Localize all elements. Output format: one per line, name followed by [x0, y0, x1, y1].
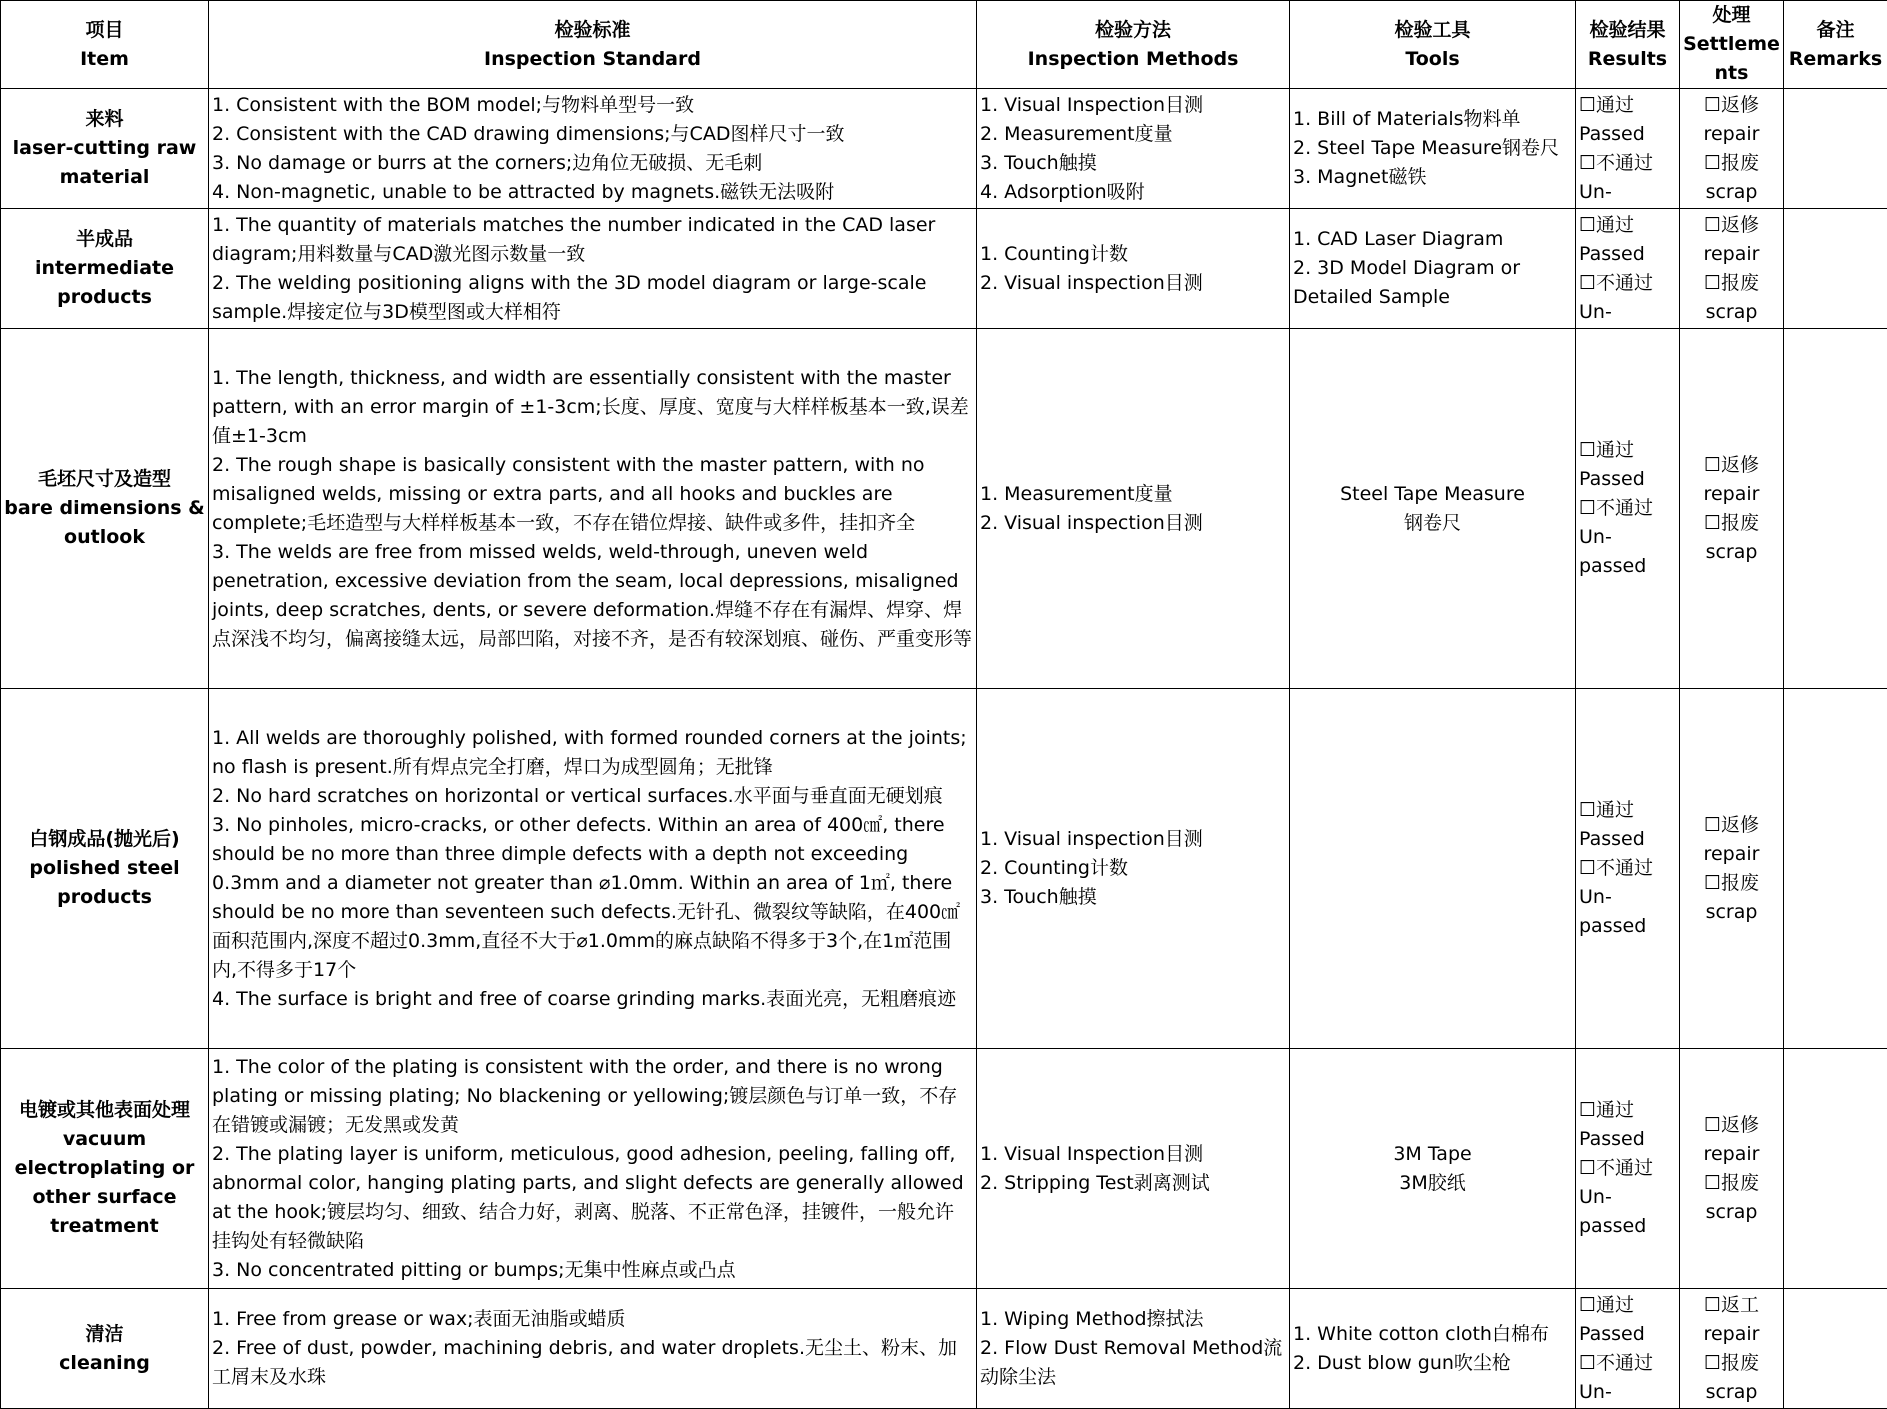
- results-cell-line: ☐不通过: [1579, 854, 1676, 883]
- tools-cell: [1290, 329, 1576, 689]
- settlements-cell[interactable]: [1680, 329, 1784, 689]
- settlements-cell-line: repair: [1683, 240, 1780, 269]
- results-cell-line: passed: [1579, 1212, 1676, 1241]
- item-cell: [1, 329, 209, 689]
- tools-cell: [1290, 209, 1576, 329]
- standard-cell-line: 2. The plating layer is uniform, meticulous, good adhesion, peeling, falling off, abnormal color, hanging plating parts, and slight defects are generally allowed at the hook;镀层均匀、细致、结合力好，剥离、脱落、不正常色泽，挂镀件，一般允许挂钩处有轻微缺陷: [212, 1140, 973, 1256]
- item-cell: [1, 209, 209, 329]
- header-settlements: 处理 Settleme nts: [1680, 1, 1784, 89]
- standard-cell-line: 3. No concentrated pitting or bumps;无集中性麻点或凸点: [212, 1256, 973, 1285]
- results-cell[interactable]: [1576, 1289, 1680, 1409]
- results-cell-line: ☐不通过: [1579, 149, 1676, 178]
- remarks-cell[interactable]: [1784, 209, 1887, 329]
- table-row: [1, 1049, 1887, 1289]
- tools-cell-line: 2. Steel Tape Measure钢卷尺: [1293, 134, 1572, 163]
- methods-cell-line: 1. Visual inspection目测: [980, 825, 1286, 854]
- remarks-cell[interactable]: [1784, 89, 1887, 209]
- tools-cell-line: 钢卷尺: [1293, 509, 1572, 538]
- item-cell: [1, 1289, 209, 1409]
- results-cell-line: ☐通过: [1579, 1291, 1676, 1320]
- methods-cell-line: 2. Visual inspection目测: [980, 509, 1286, 538]
- tools-cell: [1290, 689, 1576, 1049]
- item-cell: [1, 689, 209, 1049]
- methods-cell-line: 2. Measurement度量: [980, 120, 1286, 149]
- results-cell-line: Un-: [1579, 1183, 1676, 1212]
- header-remarks: 备注 Remarks: [1784, 1, 1887, 89]
- settlements-cell-line: scrap: [1683, 178, 1780, 207]
- results-cell-line: ☐通过: [1579, 91, 1676, 120]
- standard-cell-line: 1. The quantity of materials matches the number indicated in the CAD laser diagram;用料数量与CAD激光图示数量一致: [212, 211, 973, 269]
- standard-cell-line: 2. Consistent with the CAD drawing dimensions;与CAD图样尺寸一致: [212, 120, 973, 149]
- settlements-cell-line: ☐报废: [1683, 1349, 1780, 1378]
- methods-cell: [977, 89, 1290, 209]
- standard-cell: [209, 209, 977, 329]
- standard-cell-line: 1. All welds are thoroughly polished, with formed rounded corners at the joints; no flash is present.所有焊点完全打磨，焊口为成型圆角；无批锋: [212, 724, 973, 782]
- methods-cell-line: 1. Wiping Method擦拭法: [980, 1305, 1286, 1334]
- settlements-cell-line: scrap: [1683, 1198, 1780, 1227]
- header-row: [1, 1, 1887, 89]
- methods-cell-line: 3. Touch触摸: [980, 149, 1286, 178]
- settlements-cell[interactable]: [1680, 689, 1784, 1049]
- settlements-cell-line: repair: [1683, 120, 1780, 149]
- settlements-cell-line: scrap: [1683, 538, 1780, 567]
- item-cell-line: products: [4, 883, 205, 912]
- item-cell-line: 电镀或其他表面处理: [4, 1096, 205, 1125]
- settlements-cell-line: ☐报废: [1683, 1169, 1780, 1198]
- results-cell[interactable]: [1576, 89, 1680, 209]
- methods-cell: [977, 209, 1290, 329]
- standard-cell: [209, 689, 977, 1049]
- item-cell-line: outlook: [4, 523, 205, 552]
- methods-cell: [977, 1049, 1290, 1289]
- methods-cell-line: 1. Measurement度量: [980, 480, 1286, 509]
- tools-cell-line: 1. CAD Laser Diagram: [1293, 225, 1572, 254]
- results-cell-line: Passed: [1579, 240, 1676, 269]
- item-cell-line: cleaning: [4, 1349, 205, 1378]
- standard-cell-line: 4. Non-magnetic, unable to be attracted by magnets.磁铁无法吸附: [212, 178, 973, 207]
- settlements-cell-line: repair: [1683, 840, 1780, 869]
- item-cell-line: 毛坯尺寸及造型: [4, 465, 205, 494]
- methods-cell-line: 1. Counting计数: [980, 240, 1286, 269]
- table-row: [1, 89, 1887, 209]
- table-row: [1, 689, 1887, 1049]
- results-cell-line: Passed: [1579, 120, 1676, 149]
- results-cell-line: Passed: [1579, 1125, 1676, 1154]
- item-cell-line: polished steel: [4, 854, 205, 883]
- tools-cell-line: 2. Dust blow gun吹尘枪: [1293, 1349, 1572, 1378]
- item-cell-line: material: [4, 163, 205, 192]
- settlements-cell-line: scrap: [1683, 898, 1780, 927]
- table-row: [1, 329, 1887, 689]
- header-methods: 检验方法 Inspection Methods: [977, 1, 1290, 89]
- results-cell-line: Un-: [1579, 178, 1676, 207]
- results-cell-line: Un-: [1579, 1378, 1676, 1407]
- item-cell-line: laser-cutting raw: [4, 134, 205, 163]
- results-cell-line: ☐通过: [1579, 1096, 1676, 1125]
- results-cell-line: ☐通过: [1579, 211, 1676, 240]
- header-results: 检验结果 Results: [1576, 1, 1680, 89]
- standard-cell-line: 2. The rough shape is basically consistent with the master pattern, with no misaligned welds, missing or extra parts, and all hooks and buckles are complete;毛坯造型与大样样板基本一致，不存在错位焊接、缺件或多件，挂扣齐全: [212, 451, 973, 538]
- settlements-cell[interactable]: [1680, 1049, 1784, 1289]
- settlements-cell-line: ☐返修: [1683, 211, 1780, 240]
- settlements-cell-line: ☐报废: [1683, 149, 1780, 178]
- standard-cell-line: 2. The welding positioning aligns with the 3D model diagram or large-scale sample.焊接定位与3D模型图或大样相符: [212, 269, 973, 327]
- settlements-cell[interactable]: [1680, 89, 1784, 209]
- item-cell-line: bare dimensions &: [4, 494, 205, 523]
- standard-cell-line: 3. The welds are free from missed welds, weld-through, uneven weld penetration, excessive deviation from the seam, local depressions, misaligned joints, deep scratches, dents, or severe deformation.焊缝不存在有漏焊、焊穿、焊点深浅不均匀，偏离接缝太远，局部凹陷，对接不齐，是否有较深划痕、碰伤、严重变形等: [212, 538, 973, 654]
- results-cell-line: Passed: [1579, 465, 1676, 494]
- results-cell-line: Un-: [1579, 298, 1676, 327]
- settlements-cell-line: scrap: [1683, 298, 1780, 327]
- table-row: [1, 1289, 1887, 1409]
- table-row: [1, 209, 1887, 329]
- settlements-cell-line: ☐返修: [1683, 1111, 1780, 1140]
- tools-cell: [1290, 89, 1576, 209]
- standard-cell-line: 1. Free from grease or wax;表面无油脂或蜡质: [212, 1305, 973, 1334]
- methods-cell-line: 1. Visual Inspection目测: [980, 1140, 1286, 1169]
- results-cell-line: ☐不通过: [1579, 1349, 1676, 1378]
- settlements-cell[interactable]: [1680, 209, 1784, 329]
- tools-cell-line: 1. Bill of Materials物料单: [1293, 105, 1572, 134]
- remarks-cell[interactable]: [1784, 329, 1887, 689]
- results-cell-line: passed: [1579, 552, 1676, 581]
- header-item: 项目 Item: [1, 1, 209, 89]
- settlements-cell-line: ☐报废: [1683, 509, 1780, 538]
- tools-cell: [1290, 1289, 1576, 1409]
- remarks-cell[interactable]: [1784, 1049, 1887, 1289]
- methods-cell-line: 3. Touch触摸: [980, 883, 1286, 912]
- item-cell-line: intermediate: [4, 254, 205, 283]
- standard-cell: [209, 1049, 977, 1289]
- results-cell-line: ☐不通过: [1579, 1154, 1676, 1183]
- item-cell: [1, 89, 209, 209]
- standard-cell-line: 3. No damage or burrs at the corners;边角位无破损、无毛刺: [212, 149, 973, 178]
- results-cell-line: Un-: [1579, 523, 1676, 552]
- standard-cell-line: 1. Consistent with the BOM model;与物料单型号一致: [212, 91, 973, 120]
- standard-cell-line: 2. No hard scratches on horizontal or vertical surfaces.水平面与垂直面无硬划痕: [212, 782, 973, 811]
- item-cell-line: 白钢成品(抛光后): [4, 825, 205, 854]
- settlements-cell-line: ☐返修: [1683, 91, 1780, 120]
- results-cell-line: ☐通过: [1579, 436, 1676, 465]
- results-cell[interactable]: [1576, 209, 1680, 329]
- methods-cell-line: 2. Stripping Test剥离测试: [980, 1169, 1286, 1198]
- methods-cell: [977, 1289, 1290, 1409]
- settlements-cell-line: ☐返工: [1683, 1291, 1780, 1320]
- settlements-cell-line: ☐返修: [1683, 811, 1780, 840]
- standard-cell-line: 1. The color of the plating is consistent with the order, and there is no wrong plating or missing plating; No blackening or yellowing;镀层颜色与订单一致，不存在错镀或漏镀；无发黑或发黄: [212, 1053, 973, 1140]
- tools-cell-line: 3M胶纸: [1293, 1169, 1572, 1198]
- tools-cell-line: 2. 3D Model Diagram or Detailed Sample: [1293, 254, 1572, 312]
- results-cell-line: Passed: [1579, 1320, 1676, 1349]
- settlements-cell-line: ☐报废: [1683, 869, 1780, 898]
- settlements-cell-line: ☐报废: [1683, 269, 1780, 298]
- results-cell-line: ☐不通过: [1579, 269, 1676, 298]
- results-cell-line: ☐通过: [1579, 796, 1676, 825]
- standard-cell-line: 3. No pinholes, micro-cracks, or other defects. Within an area of 400㎠, there should be no more than three dimple defects with a depth not exceeding 0.3mm and a diameter not greater than ⌀1.0mm. Within an area of 1㎡, there should be no more than seventeen such defects.无针孔、微裂纹等缺陷，在400㎠面积范围内,深度不超过0.3mm,直径不大于⌀1.0mm的麻点缺陷不得多于3个,在1㎡范围内,不得多于17个: [212, 811, 973, 985]
- methods-cell-line: 4. Adsorption吸附: [980, 178, 1286, 207]
- tools-cell-line: 1. White cotton cloth白棉布: [1293, 1320, 1572, 1349]
- results-cell-line: passed: [1579, 912, 1676, 941]
- settlements-cell-line: repair: [1683, 1320, 1780, 1349]
- item-cell-line: electroplating or: [4, 1154, 205, 1183]
- item-cell-line: treatment: [4, 1212, 205, 1241]
- methods-cell-line: 1. Visual Inspection目测: [980, 91, 1286, 120]
- tools-cell-line: Steel Tape Measure: [1293, 480, 1572, 509]
- standard-cell-line: 4. The surface is bright and free of coarse grinding marks.表面光亮，无粗磨痕迹: [212, 985, 973, 1014]
- tools-cell-line: 3M Tape: [1293, 1140, 1572, 1169]
- item-cell-line: 半成品: [4, 225, 205, 254]
- standard-cell-line: 2. Free of dust, powder, machining debris, and water droplets.无尘土、粉末、加工屑末及水珠: [212, 1334, 973, 1392]
- standard-cell-line: 1. The length, thickness, and width are essentially consistent with the master pattern, with an error margin of ±1-3cm;长度、厚度、宽度与大样样板基本一致,误差值±1-3cm: [212, 364, 973, 451]
- methods-cell-line: 2. Flow Dust Removal Method流动除尘法: [980, 1334, 1286, 1392]
- methods-cell: [977, 689, 1290, 1049]
- standard-cell: [209, 1289, 977, 1409]
- results-cell[interactable]: [1576, 689, 1680, 1049]
- results-cell-line: Un-: [1579, 883, 1676, 912]
- item-cell-line: other surface: [4, 1183, 205, 1212]
- methods-cell-line: 2. Visual inspection目测: [980, 269, 1286, 298]
- remarks-cell[interactable]: [1784, 689, 1887, 1049]
- settlements-cell[interactable]: [1680, 1289, 1784, 1409]
- methods-cell: [977, 329, 1290, 689]
- item-cell-line: vacuum: [4, 1125, 205, 1154]
- settlements-cell-line: repair: [1683, 480, 1780, 509]
- standard-cell: [209, 329, 977, 689]
- item-cell: [1, 1049, 209, 1289]
- results-cell-line: Passed: [1579, 825, 1676, 854]
- table-body: [1, 89, 1887, 1409]
- header-tools: 检验工具 Tools: [1290, 1, 1576, 89]
- methods-cell-line: 2. Counting计数: [980, 854, 1286, 883]
- header-standard: 检验标准 Inspection Standard: [209, 1, 977, 89]
- tools-cell: [1290, 1049, 1576, 1289]
- remarks-cell[interactable]: [1784, 1289, 1887, 1409]
- settlements-cell-line: repair: [1683, 1140, 1780, 1169]
- item-cell-line: 清洁: [4, 1320, 205, 1349]
- tools-cell-line: 3. Magnet磁铁: [1293, 163, 1572, 192]
- standard-cell: [209, 89, 977, 209]
- item-cell-line: 来料: [4, 105, 205, 134]
- results-cell-line: ☐不通过: [1579, 494, 1676, 523]
- results-cell[interactable]: [1576, 1049, 1680, 1289]
- settlements-cell-line: scrap: [1683, 1378, 1780, 1407]
- settlements-cell-line: ☐返修: [1683, 451, 1780, 480]
- results-cell[interactable]: [1576, 329, 1680, 689]
- item-cell-line: products: [4, 283, 205, 312]
